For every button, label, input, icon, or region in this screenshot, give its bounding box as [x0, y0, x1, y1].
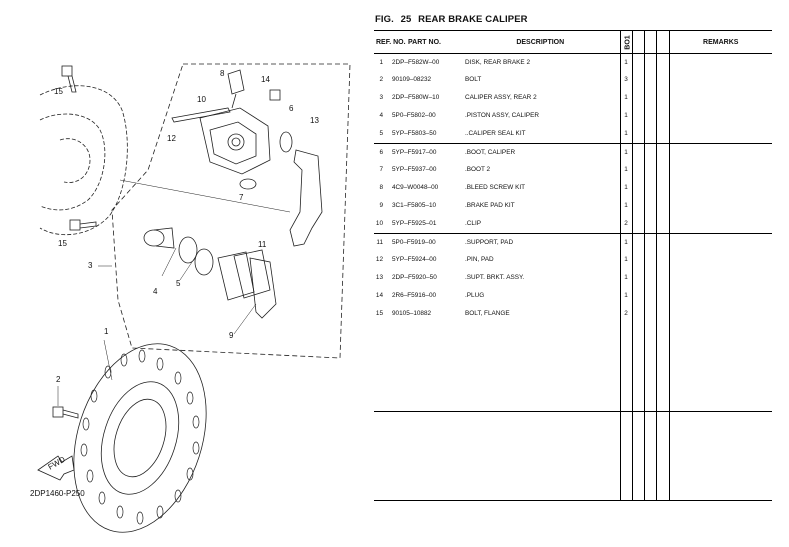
blank-cell [644, 411, 656, 500]
blank-cell [669, 323, 772, 412]
row-blank [656, 233, 669, 251]
assembly-boundary [112, 64, 350, 358]
table-row [374, 162, 772, 180]
table-row [374, 54, 772, 72]
row-part-no: 3C1–F5805–10 [392, 202, 437, 210]
callout: 6 [289, 104, 294, 113]
col-ref-header: REF. NO. [374, 31, 388, 54]
table-row [374, 180, 772, 198]
row-description: .CLIP [461, 215, 620, 233]
row-qty: 1 [620, 287, 632, 305]
row-blank [656, 162, 669, 180]
row-blank [632, 90, 644, 108]
pad-pin [172, 108, 230, 122]
row-ref: 5 [374, 125, 388, 143]
row-description: .SUPPORT, PAD [465, 238, 514, 246]
row-remarks [669, 270, 772, 288]
row-blank [656, 180, 669, 198]
row-remarks [669, 180, 772, 198]
blank-cell [374, 411, 388, 500]
piston-assy [144, 228, 174, 248]
row-description: .PIN, PAD [465, 256, 494, 264]
row-blank [632, 215, 644, 233]
callout: 4 [153, 287, 158, 296]
row-blank [644, 143, 656, 161]
row-blank [644, 287, 656, 305]
row-blank [632, 197, 644, 215]
blank-cell [461, 411, 620, 500]
figure-label: FIG. [375, 14, 394, 25]
col-part-no-header: PART NO. [388, 31, 461, 54]
table-row [374, 270, 772, 288]
col-blank-header [644, 31, 656, 54]
row-qty: 1 [620, 125, 632, 143]
table-row [374, 305, 772, 323]
blank-cell [669, 411, 772, 500]
table-row [374, 107, 772, 125]
row-part-no: 5YP–F5803–50 [388, 125, 461, 143]
row-blank [632, 287, 644, 305]
row-part-no: 5YP–F5937–00 [392, 166, 437, 174]
row-part-no: 4C9–W0048–00 [392, 184, 439, 192]
flange-bolt-upper [62, 66, 76, 92]
row-remarks [669, 107, 772, 125]
row-description: .PISTON ASSY, CALIPER [465, 112, 539, 120]
row-part-no: 5YP–F5925–01 [388, 215, 461, 233]
row-ref: 14 [375, 292, 383, 300]
row-ref: 13 [375, 274, 383, 282]
disc-bolt [53, 407, 78, 418]
row-part-no: 5YP–F5924–00 [392, 256, 437, 264]
row-remarks [669, 287, 772, 305]
row-blank [644, 252, 656, 270]
row-part-no: 90105–10882 [392, 309, 432, 317]
row-part-no: 5P0–F5802–00 [392, 112, 436, 120]
row-ref: 12 [375, 256, 383, 264]
row-remarks [669, 72, 772, 90]
caliper-seal-1 [179, 237, 197, 263]
row-blank [656, 107, 669, 125]
row-description: DISK, REAR BRAKE 2 [465, 58, 530, 66]
row-blank [644, 90, 656, 108]
row-blank [656, 197, 669, 215]
callout: 8 [220, 69, 225, 78]
callout: 2 [56, 375, 61, 384]
row-remarks [669, 90, 772, 108]
table-row [374, 125, 772, 143]
row-description: .BOOT 2 [465, 166, 491, 174]
row-ref: 2 [379, 76, 383, 84]
col-description-header: DESCRIPTION [461, 31, 620, 54]
table-row [374, 197, 772, 215]
row-blank [632, 54, 644, 72]
row-ref: 10 [374, 215, 388, 233]
callout: 11 [258, 240, 267, 249]
col-remarks-header: REMARKS [669, 31, 772, 54]
row-ref: 3 [379, 94, 383, 102]
row-qty: 1 [620, 90, 632, 108]
row-blank [656, 305, 669, 323]
row-blank [632, 233, 644, 251]
row-ref: 8 [379, 184, 383, 192]
parts-table [374, 30, 772, 501]
row-qty: 1 [620, 233, 632, 251]
row-blank [656, 54, 669, 72]
row-description: .BLEED SCREW KIT [465, 184, 526, 192]
support-bracket [290, 150, 322, 246]
row-qty: 1 [620, 252, 632, 270]
row-remarks [669, 143, 772, 161]
table-row [374, 90, 772, 108]
fwd-arrow-icon [38, 455, 74, 480]
row-blank [632, 125, 644, 143]
row-blank [644, 107, 656, 125]
fwd-label: FWD [46, 454, 67, 472]
figure-number: 25 [400, 14, 412, 25]
row-description: .BOOT, CALIPER [465, 148, 516, 156]
row-remarks [669, 305, 772, 323]
row-ref: 7 [379, 166, 383, 174]
row-qty: 1 [620, 197, 632, 215]
row-qty: 1 [620, 270, 632, 288]
caliper-body [200, 108, 270, 174]
blank-cell [656, 411, 669, 500]
boot-2 [240, 179, 256, 189]
blank-cell [374, 323, 388, 412]
row-qty: 2 [620, 215, 632, 233]
table-row [374, 233, 772, 251]
row-ref: 4 [379, 112, 383, 120]
bleed-screw [228, 70, 244, 108]
callout: 13 [310, 116, 319, 125]
blank-cell [620, 411, 632, 500]
row-description: BOLT [465, 76, 482, 84]
row-blank [656, 72, 669, 90]
row-part-no: 2DP–F580W–10 [392, 94, 440, 102]
blank-cell [632, 323, 644, 412]
row-blank [632, 107, 644, 125]
callout: 3 [88, 261, 93, 270]
row-description: .PLUG [465, 292, 485, 300]
diagram-code: 2DP1460-P250 [30, 489, 85, 498]
row-blank [656, 125, 669, 143]
callout: 1 [104, 327, 109, 336]
row-blank [656, 270, 669, 288]
row-blank [644, 270, 656, 288]
row-blank [644, 180, 656, 198]
row-qty: 1 [620, 54, 632, 72]
figure-name: REAR BRAKE CALIPER [418, 14, 528, 25]
table-row [374, 72, 772, 90]
parts-table-body [374, 54, 772, 501]
blank-cell [644, 323, 656, 412]
blank-row [374, 323, 772, 412]
row-ref: 9 [379, 202, 383, 210]
plug [270, 90, 280, 100]
row-blank [632, 72, 644, 90]
row-part-no: 2R6–F5916–00 [392, 292, 437, 300]
row-ref: 6 [379, 148, 383, 156]
row-blank [632, 305, 644, 323]
figure-title [375, 14, 532, 25]
table-row [374, 143, 772, 161]
row-blank [644, 305, 656, 323]
table-row [374, 215, 772, 233]
row-blank [644, 72, 656, 90]
callout: 15 [58, 239, 67, 248]
caliper-seal-2 [195, 249, 213, 275]
caliper-boot [280, 132, 292, 152]
table-row [374, 252, 772, 270]
blank-cell [656, 323, 669, 412]
col-blank-header [656, 31, 669, 54]
callout: 10 [197, 95, 206, 104]
callout: 14 [261, 75, 270, 84]
row-blank [632, 162, 644, 180]
row-part-no: 2DP–F5920–50 [392, 274, 437, 282]
row-blank [656, 143, 669, 161]
row-ref: 15 [375, 309, 383, 317]
row-blank [632, 270, 644, 288]
row-blank [656, 215, 669, 233]
table-row [374, 287, 772, 305]
row-qty: 1 [620, 107, 632, 125]
blank-row [374, 411, 772, 500]
blank-cell [388, 323, 461, 412]
col-blank-header [632, 31, 644, 54]
row-blank [656, 90, 669, 108]
row-blank [656, 252, 669, 270]
row-description: .SUPT. BRKT. ASSY. [465, 274, 525, 282]
pad-support [250, 258, 276, 318]
blank-cell [632, 411, 644, 500]
row-description: BOLT, FLANGE [465, 309, 510, 317]
row-description: CALIPER ASSY, REAR 2 [465, 94, 537, 102]
row-remarks [669, 54, 772, 72]
table-header-row [374, 31, 772, 54]
row-blank [632, 143, 644, 161]
row-description: ..CALIPER SEAL KIT [461, 125, 620, 143]
row-blank [644, 125, 656, 143]
row-part-no: 90109–08232 [392, 76, 432, 84]
row-blank [656, 287, 669, 305]
row-part-no: 2DP–F582W–00 [392, 58, 440, 66]
row-ref: 11 [376, 238, 383, 246]
row-qty: 1 [620, 180, 632, 198]
blank-cell [388, 411, 461, 500]
callout: 15 [54, 87, 63, 96]
row-ref: 1 [379, 58, 383, 66]
row-blank [644, 215, 656, 233]
blank-cell [461, 323, 620, 412]
swingarm-hub [40, 86, 127, 235]
row-blank [632, 252, 644, 270]
row-description: .BRAKE PAD KIT [465, 202, 515, 210]
exploded-parts-diagram [0, 0, 370, 547]
callout: 9 [229, 331, 234, 340]
brake-disc [51, 327, 229, 547]
row-part-no: 5YP–F5917–00 [392, 148, 437, 156]
row-remarks [669, 252, 772, 270]
row-remarks [669, 162, 772, 180]
col-model-header: BO1 [620, 31, 632, 54]
row-blank [644, 162, 656, 180]
row-blank [644, 197, 656, 215]
row-remarks [669, 233, 772, 251]
row-blank [644, 54, 656, 72]
row-blank [644, 233, 656, 251]
row-part-no: 5P0–F5919–00 [392, 238, 436, 246]
brake-pads [218, 250, 270, 300]
row-remarks [669, 215, 772, 233]
blank-cell [620, 323, 632, 412]
row-blank [632, 180, 644, 198]
row-qty: 1 [620, 143, 632, 161]
row-qty: 2 [620, 305, 632, 323]
row-qty: 3 [620, 72, 632, 90]
callout: 7 [239, 193, 244, 202]
callout: 12 [167, 134, 176, 143]
row-remarks [669, 197, 772, 215]
row-qty: 1 [620, 162, 632, 180]
row-remarks [669, 125, 772, 143]
callout: 5 [176, 279, 181, 288]
